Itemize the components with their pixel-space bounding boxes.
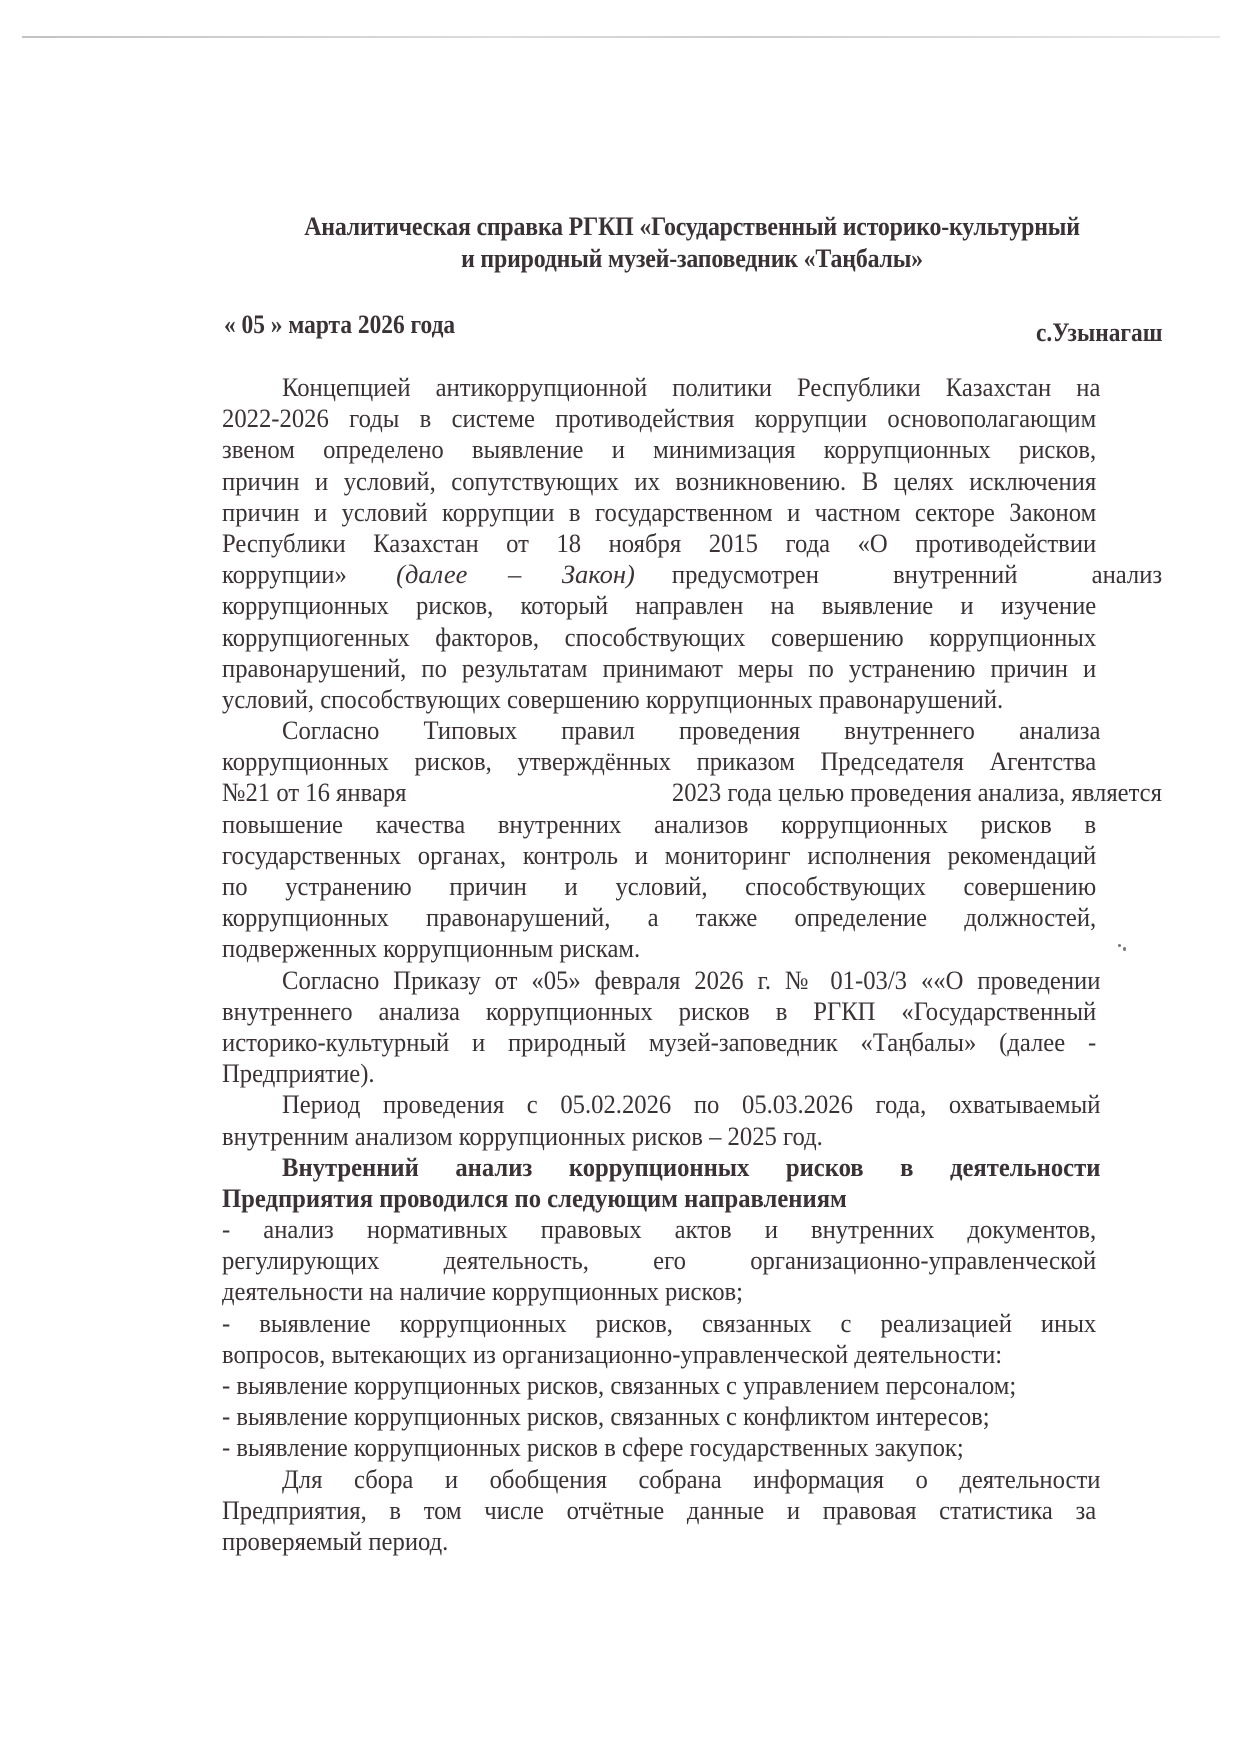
text-line: правонарушений, по результатам принимают меры по устранению причин и [222,652,1097,683]
text-line: проверяемый период. [222,1525,449,1556]
text-line: внутренним анализом коррупционных рисков – 2025 год. [222,1120,823,1151]
paragraph-concept [222,372,1162,715]
scan-artifact-line [22,36,1220,38]
title-line: и природный музей-заповедник «Таңбалы» [461,243,923,273]
text-line: внутреннего анализа коррупционных рисков в РГКП «Государственный [222,995,1097,1026]
text-line: коррупционных правонарушений, а также определение должностей, [222,902,1097,933]
list-item [222,1432,1162,1463]
paragraph-typical-rules [222,715,1162,965]
text-line: коррупционных рисков, который направлен на выявление и изучение [222,590,1097,621]
text-line: государственных органах, контроль и мониторинг исполнения рекомендаций [222,839,1097,870]
date-place-row [222,310,1162,347]
text-line: подверженных коррупционным рискам. [222,933,641,964]
document-title [269,210,1115,274]
text-fragment: 2023 года целью проведения анализа, является [671,777,1162,808]
text-line: звеном определено выявление и минимизация коррупционных рисков, [222,434,1097,465]
text-line: - выявление коррупционных рисков, связанных с управлением персоналом; [222,1370,1017,1400]
text-line: Согласно Приказу от «05» февраля 2026 г. № 01-03/3 ««О проведении [282,964,1101,995]
text-line: причин и условий, сопутствующих их возникновению. В целях исключения [222,465,1097,496]
text-line: 2022-2026 годы в системе противодействия коррупции основополагающим [222,403,1097,434]
text-line: повышение качества внутренних анализов коррупционных рисков в [222,808,1097,839]
list-item [222,1401,1162,1432]
text-line: - анализ нормативных правовых актов и внутренних документов, [222,1214,1097,1245]
paragraph-order [222,965,1162,1090]
document-place: с.Узынагаш [1035,318,1162,347]
document-date: « 05 » марта 2026 года [224,310,456,339]
text-line: регулирующих деятельность, его организационно-управленческой [222,1245,1097,1276]
document-page [222,210,1162,1557]
text-line: Период проведения с 05.02.2026 по 05.03.2026 года, охватываемый [282,1089,1101,1120]
text-line: Предприятие). [222,1058,375,1089]
text-line: Концепцией антикоррупционной политики Республики Казахстан на [282,372,1101,402]
text-fragment: коррупции» [222,559,347,590]
list-item [222,1308,1162,1370]
text-line: - выявление коррупционных рисков, связанных с конфликтом интересов; [222,1401,990,1432]
text-fragment: №21 от 16 января [222,777,407,808]
text-line: Для сбора и обобщения собрана информация о деятельности [282,1463,1101,1494]
paragraph-directions-heading [222,1152,1162,1214]
text-line: Предприятия, в том числе отчётные данные и правовая статистика за [222,1494,1097,1525]
text-line: Республики Казахстан от 18 ноября 2015 года «О противодействии [222,527,1097,558]
text-line: причин и условий коррупции в государственном и частном секторе Законом [222,496,1097,527]
text-line: Внутренний анализ коррупционных рисков в деятельности [282,1151,1101,1182]
italic-fragment: (далее – Закон) [396,559,635,590]
text-line: условий, способствующих совершению коррупционных правонарушений. [222,683,1004,714]
text-line: коррупциогенных факторов, способствующих совершению коррупционных [222,621,1097,652]
paragraph-data-collection [222,1464,1162,1558]
text-line: Предприятия проводился по следующим направлениям [222,1182,847,1213]
text-line: историко-культурный и природный музей-заповедник «Таңбалы» (далее - [222,1026,1097,1057]
text-line: вопросов, вытекающих из организационно-управленческой деятельности: [222,1338,1003,1369]
list-item [222,1370,1162,1401]
directions-list [222,1214,1162,1464]
text-line: - выявление коррупционных рисков, связанных с реализацией иных [222,1307,1097,1338]
text-line: Согласно Типовых правил проведения внутреннего анализа [282,715,1101,746]
text-line: по устранению причин и условий, способствующих совершению [222,871,1097,901]
text-line: деятельности на наличие коррупционных рисков; [222,1276,744,1307]
list-item [222,1214,1162,1308]
document-body [222,372,1162,1557]
text-line: коррупционных рисков, утверждённых приказом Председателя Агентства [222,746,1097,777]
paragraph-period [222,1089,1162,1151]
text-fragment: предусмотрен внутренний анализ [671,559,1162,590]
title-line: Аналитическая справка РГКП «Государственный историко-культурный [304,211,1080,241]
text-line: - выявление коррупционных рисков в сфере государственных закупок; [222,1432,964,1463]
